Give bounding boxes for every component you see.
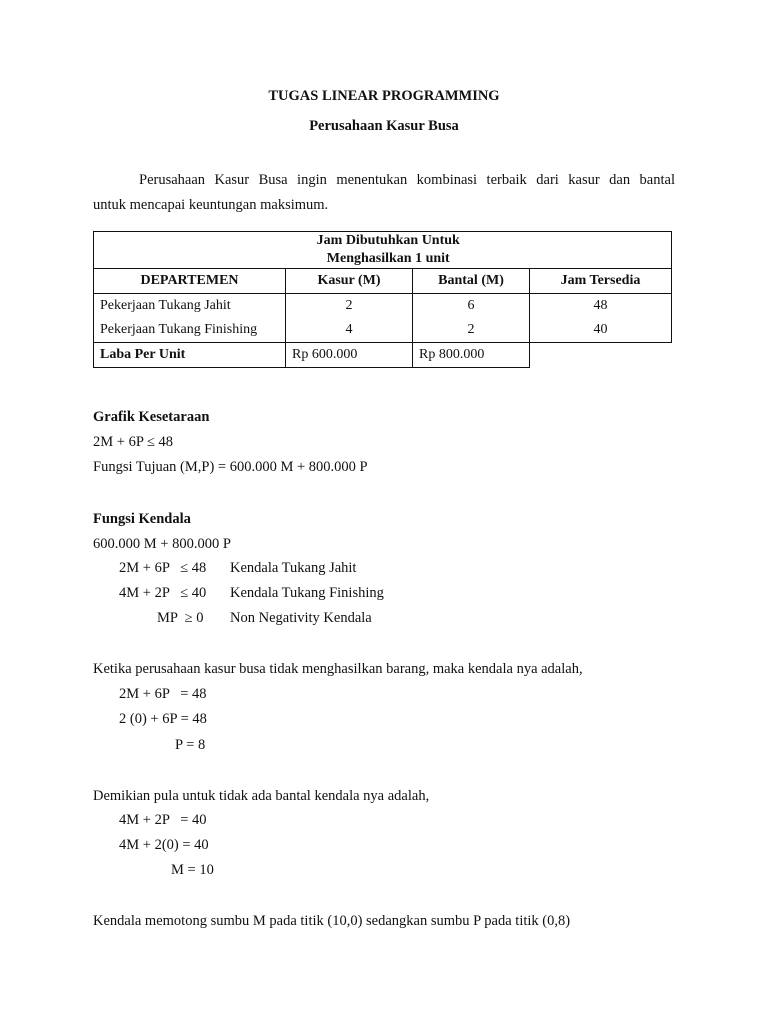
table-cell-empty [530, 343, 672, 368]
intro-line-1: Perusahaan Kasur Busa ingin menentukan kombinasi terbaik dari kasur dan bantal [139, 172, 675, 188]
bantal-cell [413, 294, 530, 343]
kasur-value: 2 [345, 298, 353, 313]
header-kasur: Kasur (M) [286, 269, 413, 294]
table-group-header-row [94, 232, 672, 269]
table-row [94, 294, 672, 343]
dept-name: Pekerjaan Tukang Jahit [100, 298, 231, 313]
case2-intro: Demikian pula untuk tidak ada bantal kendala nya adalah, [93, 788, 430, 804]
profit-label: Laba Per Unit [94, 343, 286, 368]
constraint-3-expr: MP ≥ 0 [157, 610, 204, 626]
dept-name: Pekerjaan Tukang Finishing [100, 322, 258, 337]
conclusion-text: Kendala memotong sumbu M pada titik (10,0) sedangkan sumbu P pada titik (0,8) [93, 913, 571, 929]
constraint-1-expr: 2M + 6P ≤ 48 [119, 560, 207, 576]
document-subtitle: Perusahaan Kasur Busa [309, 118, 459, 134]
grafik-heading: Grafik Kesetaraan [93, 409, 210, 425]
table-row-profit [94, 343, 672, 368]
grafik-line-2: Fungsi Tujuan (M,P) = 600.000 M + 800.000 P [93, 459, 368, 475]
group-header-line1: Jam Dibutuhkan Untuk [316, 233, 460, 248]
intro-line-2: untuk mencapai keuntungan maksimum. [93, 197, 329, 213]
bantal-value: 6 [467, 298, 475, 313]
constraint-2-desc: Kendala Tukang Finishing [230, 585, 384, 601]
profit-bantal: Rp 800.000 [413, 343, 530, 368]
kasur-value: 4 [345, 322, 353, 337]
case1-line-2: 2 (0) + 6P = 48 [119, 711, 207, 727]
group-header-line2: Menghasilkan 1 unit [326, 251, 450, 266]
group-header [286, 232, 672, 269]
constraint-3-desc: Non Negativity Kendala [230, 610, 372, 626]
jam-cell [530, 294, 672, 343]
dept-cell [94, 294, 286, 343]
jam-value: 40 [593, 322, 608, 337]
kasur-cell [286, 294, 413, 343]
kendala-line-1: 600.000 M + 800.000 P [93, 536, 231, 552]
department-table [93, 231, 672, 368]
header-departemen: DEPARTEMEN [94, 269, 286, 294]
header-jam-tersedia: Jam Tersedia [530, 269, 672, 294]
header-bantal: Bantal (M) [413, 269, 530, 294]
grafik-line-1: 2M + 6P ≤ 48 [93, 434, 174, 450]
case1-intro: Ketika perusahaan kasur busa tidak menghasilkan barang, maka kendala nya adalah, [93, 661, 583, 677]
jam-value: 48 [593, 298, 608, 313]
case1-line-1: 2M + 6P = 48 [119, 686, 207, 702]
kendala-heading: Fungsi Kendala [93, 511, 191, 527]
case1-line-3: P = 8 [175, 737, 206, 753]
case2-line-3: M = 10 [171, 862, 214, 878]
constraint-2-expr: 4M + 2P ≤ 40 [119, 585, 207, 601]
profit-kasur: Rp 600.000 [286, 343, 413, 368]
case2-line-1: 4M + 2P = 40 [119, 812, 207, 828]
bantal-value: 2 [467, 322, 475, 337]
table-header-row [94, 269, 672, 294]
document-title: TUGAS LINEAR PROGRAMMING [268, 88, 500, 104]
constraint-1-desc: Kendala Tukang Jahit [230, 560, 357, 576]
case2-line-2: 4M + 2(0) = 40 [119, 837, 209, 853]
